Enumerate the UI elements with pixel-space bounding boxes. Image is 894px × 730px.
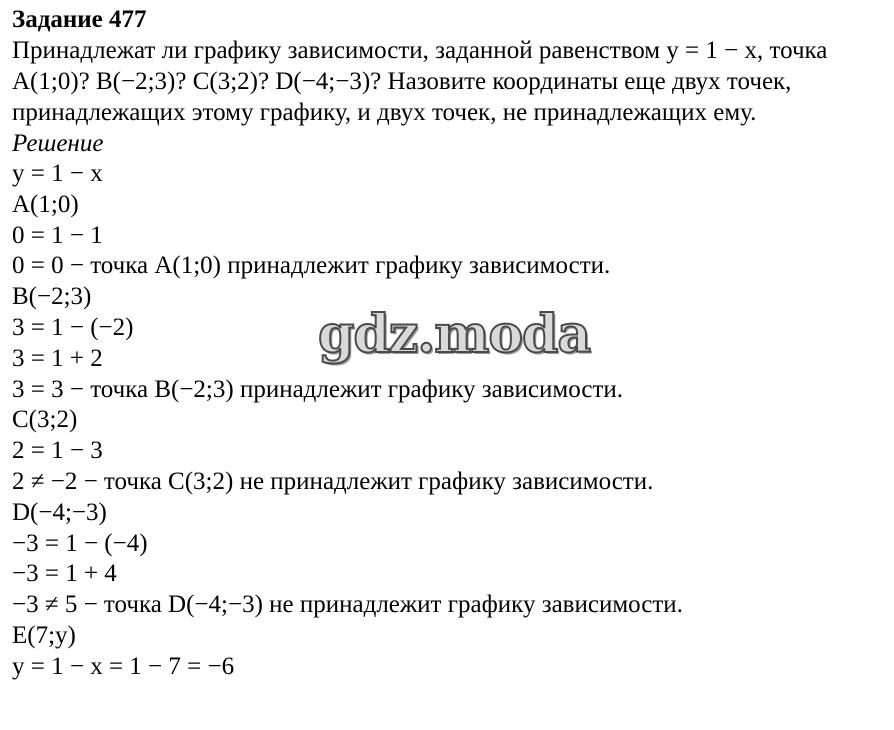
task-title: Задание 477 [12, 6, 147, 33]
solution-line: E(7;y) [12, 621, 76, 649]
solution-line: 2 ≠ −2 − точка C(3;2) не принадлежит графику зависимости. [12, 467, 654, 495]
solution-line: −3 = 1 − (−4) [12, 529, 148, 557]
watermark-logo: gdz.moda [318, 304, 591, 365]
solution-line: 0 = 1 − 1 [12, 221, 103, 249]
solution-line: 3 = 1 − (−2) [12, 313, 134, 341]
task-line: Принадлежат ли графику зависимости, заданной равенством y = 1 − x, точка [12, 37, 828, 64]
task-statement [12, 35, 890, 128]
solution-line: 0 = 0 − точка A(1;0) принадлежит графику зависимости. [12, 252, 611, 280]
solution-lines [12, 159, 890, 683]
solution-line: y = 1 − x [12, 160, 103, 187]
solution-line: −3 = 1 + 4 [12, 560, 117, 588]
solution-line: 2 = 1 − 3 [12, 437, 103, 465]
solution-line: C(3;2) [12, 406, 78, 434]
task-line: принадлежащих этому графику, и двух точек, не принадлежащих ему. [12, 99, 757, 126]
solution-line: A(1;0) [12, 190, 79, 218]
solution-line: D(−4;−3) [12, 498, 107, 526]
solution-line: 3 = 3 − точка B(−2;3) принадлежит графику зависимости. [12, 375, 623, 403]
solution-line: −3 ≠ 5 − точка D(−4;−3) не принадлежит графику зависимости. [12, 591, 683, 619]
solution-line: y = 1 − x = 1 − 7 = −6 [12, 652, 235, 680]
solution-line: 3 = 1 + 2 [12, 344, 103, 372]
solution-heading: Решение [12, 130, 104, 157]
task-line: A(1;0)? B(−2;3)? C(3;2)? D(−4;−3)? Назовите координаты еще двух точек, [12, 68, 792, 95]
solution-line: B(−2;3) [12, 283, 92, 311]
